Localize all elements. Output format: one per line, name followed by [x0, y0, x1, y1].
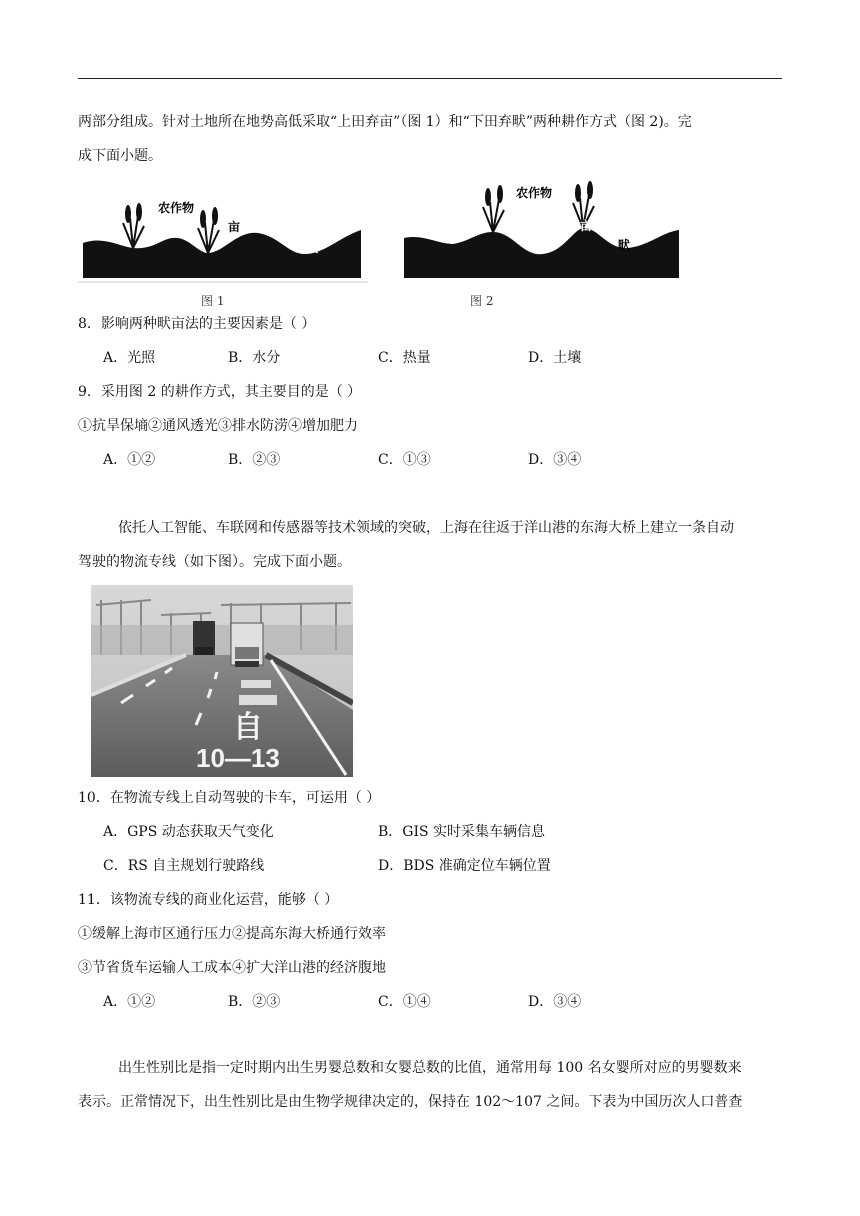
fig1-caption: 图 1	[201, 294, 225, 308]
road-text-char: 自	[233, 711, 263, 744]
road-text-number: 10—13	[196, 743, 280, 773]
fig2-crop-label: 农作物	[516, 186, 553, 200]
q9-stem: 9．采用图 2 的耕作方式，其主要目的是（ ）	[78, 384, 362, 400]
q11-option-b[interactable]: B．②③	[228, 994, 281, 1010]
intro2-line1: 依托人工智能、车联网和传感器等技术领域的突破，上海在往返于洋山港的东海大桥上建立一条自动	[118, 520, 734, 536]
q11-option-d[interactable]: D．③④	[528, 994, 582, 1010]
figure-2	[368, 172, 680, 284]
q9-option-a[interactable]: A．①②	[103, 452, 156, 468]
q9-option-b[interactable]: B．②③	[228, 452, 281, 468]
intro2-line2: 驾驶的物流专线（如下图）。完成下面小题。	[78, 554, 351, 570]
fig1-crop-label: 农作物	[158, 201, 195, 215]
q11-option-c[interactable]: C．①④	[378, 994, 431, 1010]
q8-option-b[interactable]: B．水分	[228, 350, 281, 366]
fig2-caption: 图 2	[470, 294, 494, 308]
q11-stem: 11．该物流专线的商业化运营，能够（ ）	[78, 892, 339, 908]
figure-1	[78, 178, 368, 284]
intro3-line1: 出生性别比是指一定时期内出生男婴总数和女婴总数的比值，通常用每 100 名女婴所对应的男婴数来	[118, 1060, 742, 1076]
q10-options-row1	[103, 822, 703, 842]
q10-option-c[interactable]: C．RS 自主规划行驶路线	[103, 858, 265, 874]
q10-option-b[interactable]: B．GIS 实时采集车辆信息	[378, 824, 546, 840]
q11-option-a[interactable]: A．①②	[103, 994, 156, 1010]
q9-option-c[interactable]: C．①③	[378, 452, 431, 468]
q10-option-d[interactable]: D．BDS 准确定位车辆位置	[378, 858, 551, 874]
intro3-line2: 表示。正常情况下，出生性别比是由生物学规律决定的，保持在 102～107 之间。下表为中国历次人口普查	[78, 1094, 743, 1110]
q10-options-row2	[103, 856, 703, 876]
fig1-mu-label: 亩	[228, 220, 241, 234]
q9-option-d[interactable]: D．③④	[528, 452, 582, 468]
q8-option-a[interactable]: A．光照	[103, 350, 156, 366]
header-rule	[78, 78, 782, 79]
fig2-mu-label: 亩	[580, 219, 593, 233]
fig1-quan-label: 畎	[306, 241, 319, 255]
q8-stem: 8．影响两种畎亩法的主要因素是（ ）	[78, 316, 316, 332]
q8-option-c[interactable]: C．热量	[378, 350, 431, 366]
road-photo	[91, 585, 353, 777]
q11-statement2: ③节省货车运输人工成本④扩大洋山港的经济腹地	[78, 960, 386, 976]
q10-stem: 10．在物流专线上自动驾驶的卡车，可运用（ ）	[78, 790, 381, 806]
intro1-line2: 成下面小题。	[78, 148, 162, 164]
intro1-line1: 两部分组成。针对土地所在地势高低采取“上田弃亩”（图 1）和“下田弃畎”两种耕作方式（图 2)。完	[78, 114, 692, 130]
q9-statements: ①抗旱保墒②通风透光③排水防涝④增加肥力	[78, 418, 358, 434]
q10-option-a[interactable]: A．GPS 动态获取天气变化	[103, 824, 274, 840]
q8-option-d[interactable]: D．土壤	[528, 350, 582, 366]
fig2-quan-label: 畎	[618, 238, 631, 252]
q11-statement1: ①缓解上海市区通行压力②提高东海大桥通行效率	[78, 926, 386, 942]
